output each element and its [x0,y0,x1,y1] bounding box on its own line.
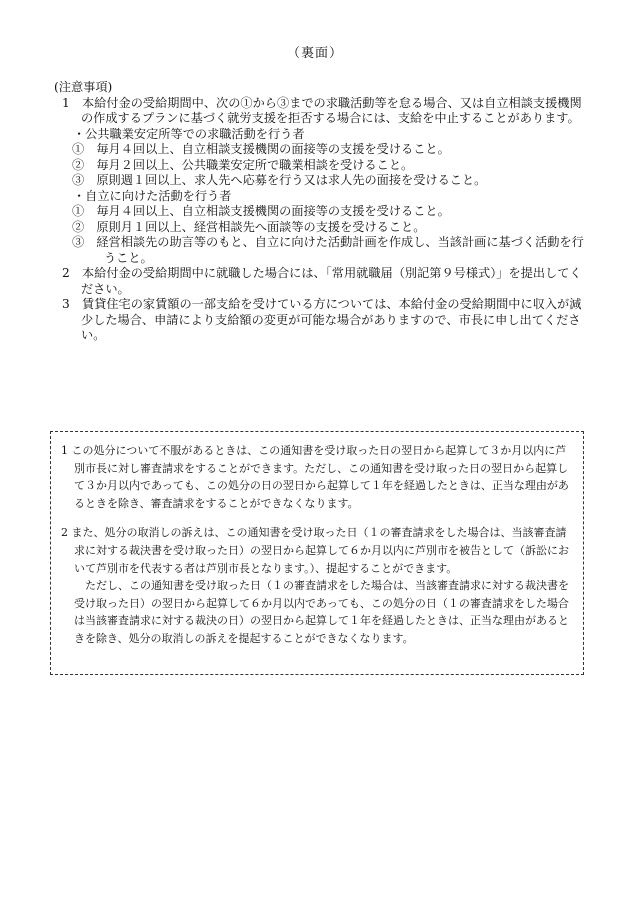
page-title: （裏面） [286,46,343,61]
appeal-item-1: 1 この処分について不服があるときは、この通知書を受け取った日の翌日から起算して３か月以内に芦別市長に対し審査請求をすることができます。ただし、この通知書を受け取った日の翌日から起算して３か月以内であっても、この処分の日の翌日から起算して１年を経過したときは、正当な理由があるときを除き、審査請求をすることができなくなります。 [61,444,569,510]
group-2-item: ② 原則月１回以上、経営相談先へ面談等の支援を受けること。 [72,219,426,234]
group-1-item: ① 毎月４回以上、自立相談支援機関の面接等の支援を受けること。 [72,142,450,156]
group-2-title: ・自立に向けた活動を行う者 [73,188,232,203]
note-item-2: 2 本給付金の受給期間中に就職した場合には、「常用就職届（別記第９号様式）」を提出してください。 [62,266,582,296]
note-item-3: 3 賃貸住宅の家賃額の一部支給を受けている方については、本給付金の受給期間中に収入が減少した場合、申請により支給額の変更が可能な場合がありますので、市長に申し出てください。 [62,297,582,342]
group-2-item: ③ 経営相談先の助言等のもと、自立に向けた活動計画を作成し、当該計画に基づく活動を行うこと。 [72,235,584,265]
appeal-item-2: 2 また、処分の取消しの訴えは、この通知書を受け取った日（１の審査請求をした場合は、当該審査請求に対する裁決書を受け取った日）の翌日から起算して６か月以内に芦別市を被告として（訴訟において芦別市を代表する者は芦別市長となります。）、提起することができます。 [61,526,569,575]
group-2-item: ① 毎月４回以上、自立相談支援機関の面接等の支援を受けること。 [72,204,450,218]
group-1-item: ② 毎月２回以上、公共職業安定所で職業相談を受けること。 [72,157,414,172]
notes-section [56,80,586,344]
group-1-title: ・公共職業安定所等での求職活動を行う者 [73,126,305,141]
note-item-1: 1 本給付金の受給期間中、次の①から③までの求職活動等を怠る場合、又は自立相談支援機関の作成するプランに基づく就労支援を拒否する場合には、支給を中止することがあります。 [62,95,582,125]
appeal-item-2-continuation: ただし、この通知書を受け取った日（１の審査請求をした場合は、当該審査請求に対する裁決書を受け取った日）の翌日から起算して６か月以内であっても、この処分の日（１の審査請求をした場合は当該審査請求に対する裁決の日）の翌日から起算して１年を経過したときは、正当な理由があるときを除き、処分の取消しの訴えを提起することができなくなります。 [74,579,569,645]
group-1-item: ③ 原則週１回以上、求人先へ応募を行う又は求人先の面接を受けること。 [72,173,487,187]
notes-heading: (注意事項) [54,80,113,94]
appeal-notice-box [50,431,584,675]
